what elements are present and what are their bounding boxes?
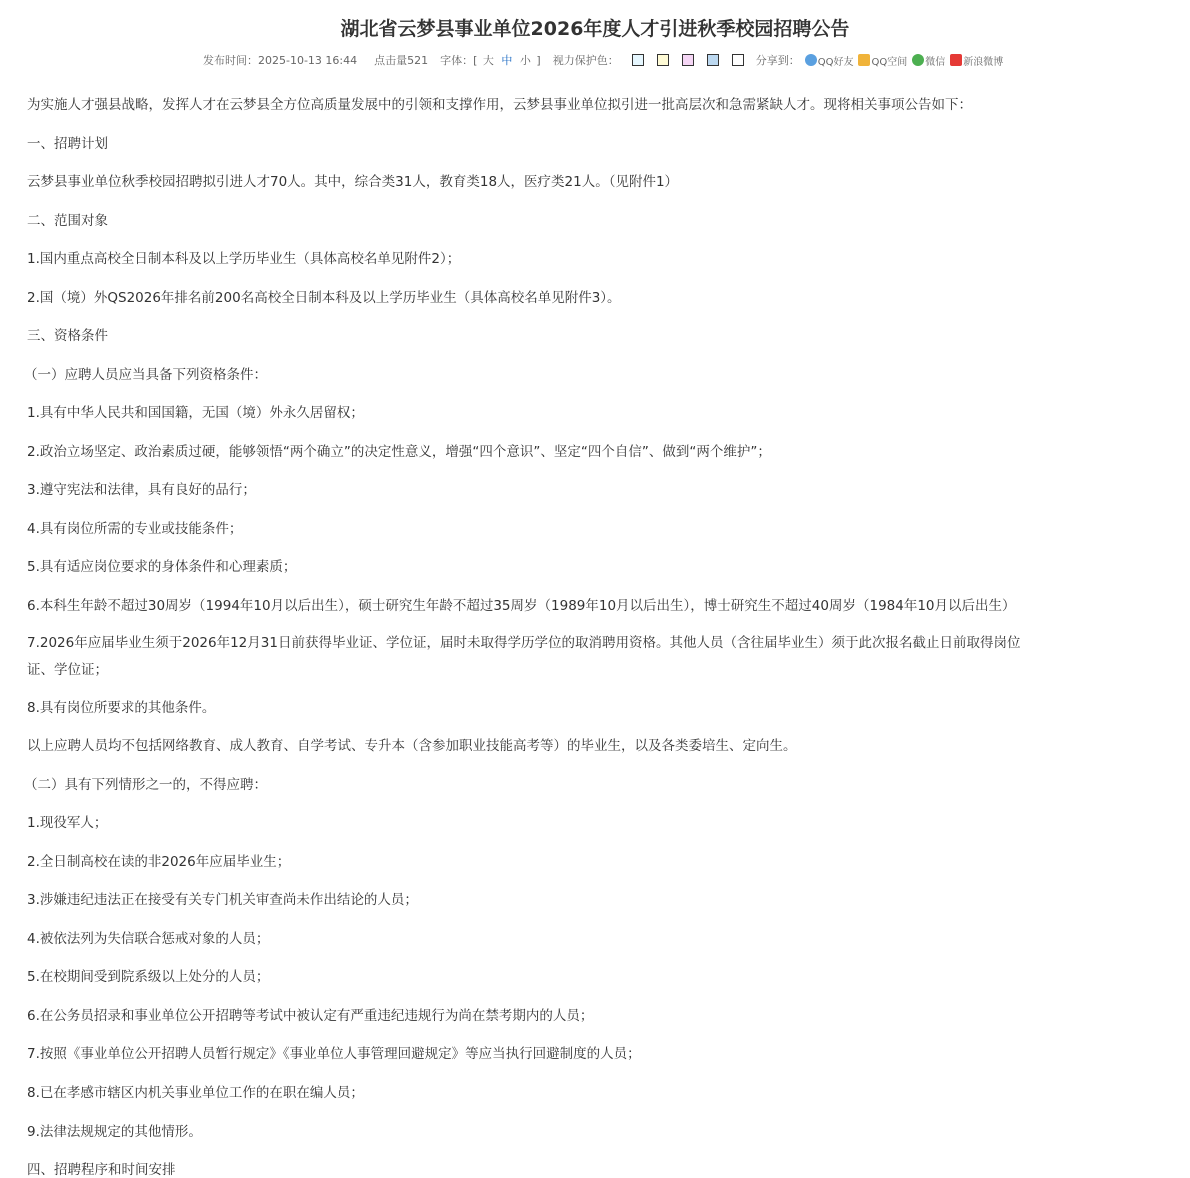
publish-time: 发布时间：2025-10-13 16:44 bbox=[203, 54, 358, 67]
list-item: 6.本科生年龄不超过30周岁（1994年10月以后出生），硕士研究生年龄不超过35周岁（1989年10月以后出生），博士研究生不超过40周岁（1984年10月以后出生） bbox=[27, 598, 1016, 614]
list-item: 8.具有岗位所要求的其他条件。 bbox=[27, 700, 216, 716]
list-item: 4.被依法列为失信联合惩戒对象的人员； bbox=[27, 931, 270, 947]
view-count: 点击量521 bbox=[374, 54, 429, 67]
list-item: 9.法律法规规定的其他情形。 bbox=[27, 1124, 202, 1140]
share-qq-button[interactable] bbox=[805, 53, 854, 68]
section-heading: 一、招聘计划 bbox=[27, 136, 108, 152]
share-qq-label: QQ好友 bbox=[817, 56, 854, 68]
section-heading: 三、资格条件 bbox=[27, 328, 108, 344]
list-item: 2.全日制高校在读的非2026年应届毕业生； bbox=[27, 854, 291, 870]
font-size-label: 字体：[ bbox=[440, 54, 478, 67]
section-heading: 二、范围对象 bbox=[27, 213, 108, 229]
font-size-medium-link[interactable]: 中 bbox=[501, 54, 513, 67]
wechat-icon bbox=[912, 54, 924, 66]
share-qzone-label: QQ空间 bbox=[871, 56, 908, 68]
share-weibo-button[interactable] bbox=[950, 53, 1003, 68]
eye-color-swatch-pink[interactable] bbox=[682, 54, 694, 66]
qq-icon bbox=[805, 54, 817, 66]
font-size-large-link[interactable]: 大 bbox=[482, 54, 494, 67]
list-item: 8.已在孝感市辖区内机关事业单位工作的在职在编人员； bbox=[27, 1085, 364, 1101]
list-item: 7.2026年应届毕业生须于2026年12月31日前获得毕业证、学位证，届时未取得学历学位的取消聘用资格。其他人员（含往届毕业生）须于此次报名截止日前取得岗位 证、学位证； bbox=[27, 635, 1021, 678]
list-item: 5.具有适应岗位要求的身体条件和心理素质； bbox=[27, 559, 297, 575]
subsection-heading: （一）应聘人员应当具备下列资格条件： bbox=[24, 367, 267, 383]
share-label: 分享到： bbox=[755, 54, 800, 67]
list-item: 1.具有中华人民共和国国籍，无国（境）外永久居留权； bbox=[27, 405, 364, 421]
font-size-close: ] bbox=[536, 54, 541, 67]
article-meta-bar bbox=[203, 51, 1003, 69]
list-item: 2.政治立场坚定、政治素质过硬，能够领悟“两个确立”的决定性意义，增强“四个意识”、坚定“四个自信”、做到“两个维护”； bbox=[27, 444, 771, 460]
share-wechat-label: 微信 bbox=[925, 56, 946, 68]
share-qzone-button[interactable] bbox=[858, 53, 907, 68]
eye-color-swatch-steel-blue[interactable] bbox=[707, 54, 719, 66]
list-item: 1.国内重点高校全日制本科及以上学历毕业生（具体高校名单见附件2）； bbox=[27, 251, 461, 267]
list-item: 7.按照《事业单位公开招聘人员暂行规定》《事业单位人事管理回避规定》等应当执行回避制度的人员； bbox=[27, 1046, 641, 1062]
section-heading: 四、招聘程序和时间安排 bbox=[27, 1162, 176, 1178]
list-item: 5.在校期间受到院系级以上处分的人员； bbox=[27, 969, 270, 985]
note-paragraph: 以上应聘人员均不包括网络教育、成人教育、自学考试、专升本（含参加职业技能高考等）的毕业生，以及各类委培生、定向生。 bbox=[27, 738, 797, 754]
eye-protection-label: 视力保护色： bbox=[552, 54, 619, 67]
paragraph: 云梦县事业单位秋季校园招聘拟引进人才70人。其中，综合类31人，教育类18人，医疗类21人。（见附件1） bbox=[27, 174, 679, 190]
list-item: 1.现役军人； bbox=[27, 815, 108, 831]
eye-color-swatch-yellow[interactable] bbox=[657, 54, 669, 66]
article-title: 湖北省云梦县事业单位2026年度人才引进秋季校园招聘公告 bbox=[340, 18, 850, 40]
list-item: 6.在公务员招录和事业单位公开招聘等考试中被认定有严重违纪违规行为尚在禁考期内的人员； bbox=[27, 1008, 594, 1024]
intro-paragraph: 为实施人才强县战略，发挥人才在云梦县全方位高质量发展中的引领和支撑作用，云梦县事业单位拟引进一批高层次和急需紧缺人才。现将相关事项公告如下： bbox=[27, 97, 972, 113]
share-wechat-button[interactable] bbox=[912, 53, 945, 68]
list-item: 2.国（境）外QS2026年排名前200名高校全日制本科及以上学历毕业生（具体高校名单见附件3）。 bbox=[27, 290, 621, 306]
list-item: 3.遵守宪法和法律，具有良好的品行； bbox=[27, 482, 256, 498]
weibo-icon bbox=[950, 54, 962, 66]
subsection-heading: （二）具有下列情形之一的，不得应聘： bbox=[24, 777, 267, 793]
font-size-control bbox=[440, 52, 541, 68]
font-size-small-link[interactable]: 小 bbox=[519, 54, 531, 67]
share-weibo-label: 新浪微博 bbox=[963, 56, 1004, 68]
list-item: 4.具有岗位所需的专业或技能条件； bbox=[27, 521, 243, 537]
list-item: 3.涉嫌违纪违法正在接受有关专门机关审查尚未作出结论的人员； bbox=[27, 892, 418, 908]
eye-color-swatch-blue[interactable] bbox=[632, 54, 644, 66]
eye-color-swatch-white[interactable] bbox=[732, 54, 744, 66]
qzone-icon bbox=[858, 54, 870, 66]
